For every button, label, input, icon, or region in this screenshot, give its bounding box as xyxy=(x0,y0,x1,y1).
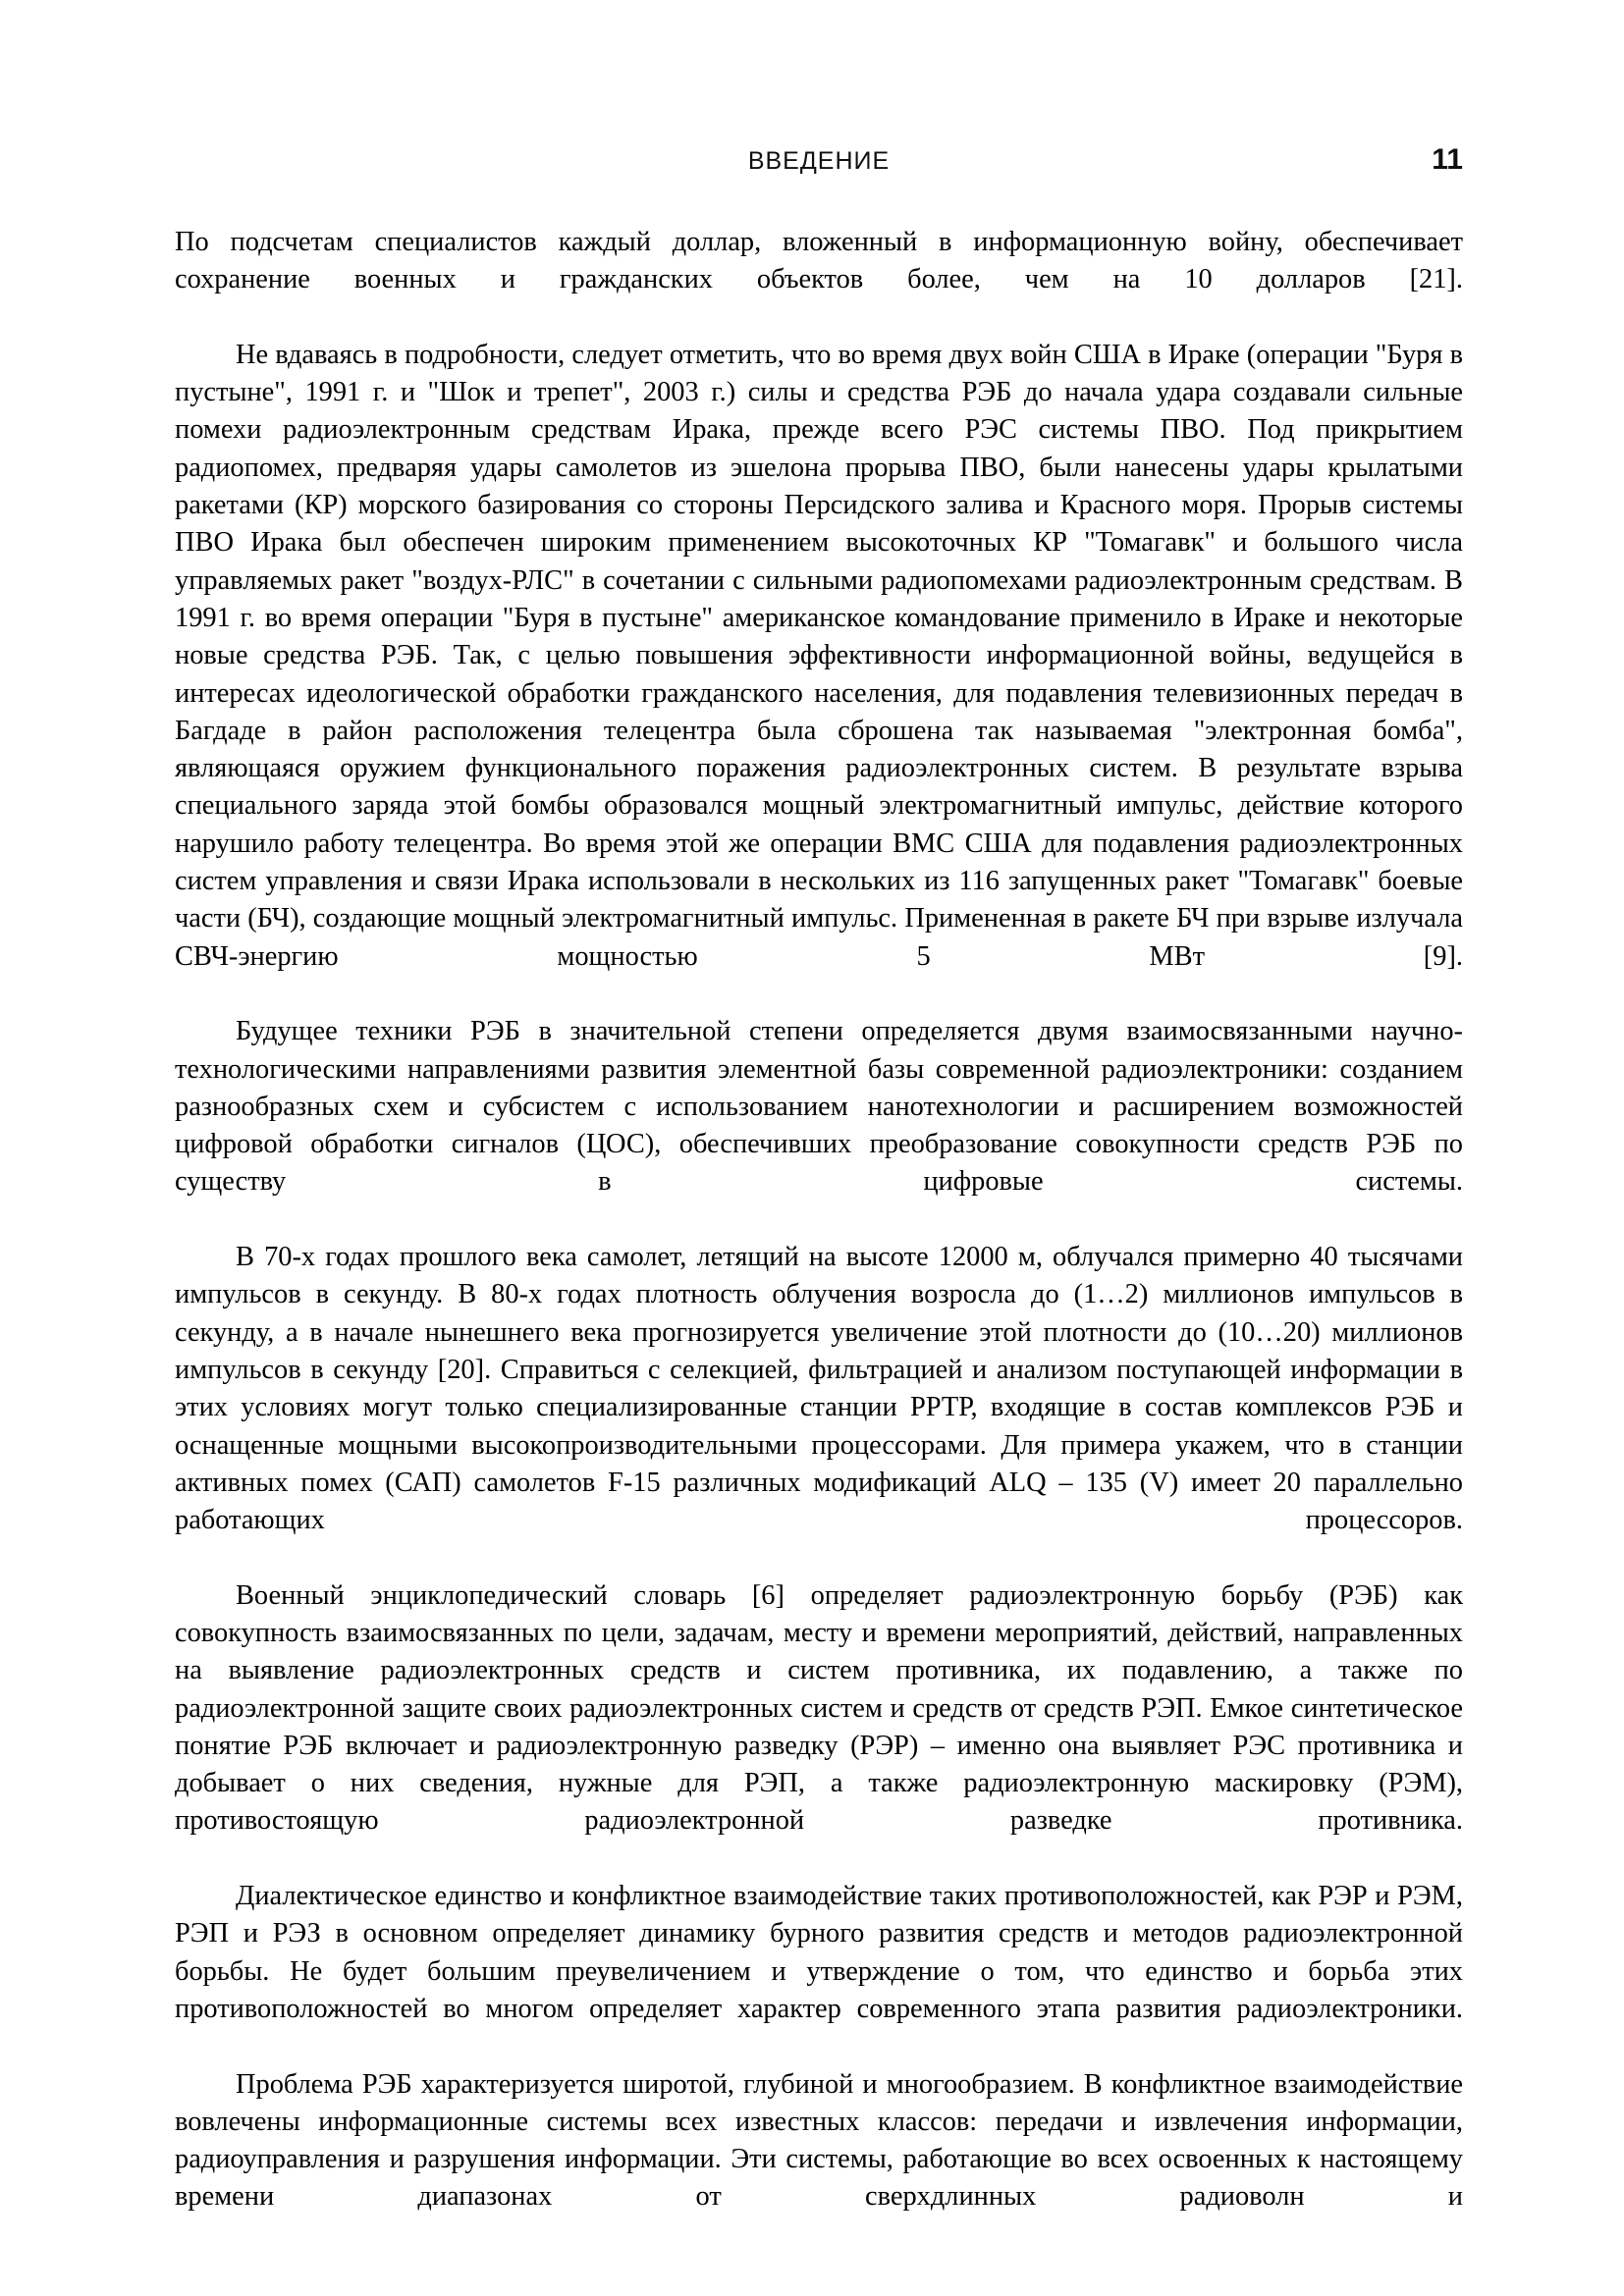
paragraph: В 70-х годах прошлого века самолет, летящий на высоте 12000 м, облучался примерно 40 тысячами импульсов в секунду. В 80-х годах плотность облучения возросла до (1…2) миллионов импульсов в секунду, а в начале нынешнего века прогнозируется увеличение этой плотности до (10…20) миллионов импульсов в секунду [20]. Справиться с селекцией, фильтрацией и анализом поступающей информации в этих условиях могут только специализированные станции РРТР, входящие в состав комплексов РЭБ и оснащенные мощными высокопроизводительными процессорами. Для примера укажем, что в станции активных помех (САП) самолетов F-15 различных модификаций ALQ – 135 (V) имеет 20 параллельно работающих процессоров. xyxy=(175,1242,1463,1536)
paragraph: По подсчетам специалистов каждый доллар, вложенный в информационную войну, обеспечивает сохранение военных и гражданских объектов более, чем на 10 долларов [21]. xyxy=(175,227,1463,295)
paragraph: Проблема РЭБ характеризуется широтой, глубиной и многообразием. В конфликтное взаимодействие вовлечены информационные системы всех известных классов: передачи и извлечения информации, радиоуправления и разрушения информации. Эти системы, работающие во всех освоенных к настоящему времени диапазонах от сверхдлинных радиоволн и xyxy=(175,2068,1463,2213)
paragraph: Диалектическое единство и конфликтное взаимодействие таких противоположностей, как РЭР и РЭМ, РЭП и РЭЗ в основном определяет динамику бурного развития средств и методов радиоэлектронной борьбы. Не будет большим преувеличением и утверждение о том, что единство и борьба этих противоположностей во многом определяет характер современного этапа развития радиоэлектроники. xyxy=(175,1881,1463,2024)
body-text-block xyxy=(175,224,1463,2254)
page-number: 11 xyxy=(1432,143,1463,176)
paragraph: Будущее техники РЭБ в значительной степени определяется двумя взаимосвязанными научно-технологическими направлениями развития элементной базы современной радиоэлектроники: созданием разнообразных схем и субсистем с использованием нанотехнологии и расширением возможностей цифровой обработки сигналов (ЦОС), обеспечивших преобразование совокупности средств РЭБ по существу в цифровые системы. xyxy=(175,1016,1463,1198)
running-header xyxy=(175,143,1463,190)
running-header-title: ВВЕДЕНИЕ xyxy=(747,147,891,175)
paragraph: Не вдаваясь в подробности, следует отметить, что во время двух войн США в Ираке (операции "Буря в пустыне", 1991 г. и "Шок и трепет", 2003 г.) силы и средства РЭБ до начала удара создавали сильные помехи радиоэлектронным средствам Ирака, прежде всего РЭС системы ПВО. Под прикрытием радиопомех, предваряя удары самолетов из эшелона прорыва ПВО, были нанесены удары крылатыми ракетами (КР) морского базирования со стороны Персидского залива и Красного моря. Прорыв системы ПВО Ирака был обеспечен широким применением высокоточных КР "Томагавк" и большого числа управляемых ракет "воздух-РЛС" в сочетании с сильными радиопомехами радиоэлектронным средствам. В 1991 г. во время операции "Буря в пустыне" американское командование применило в Ираке и некоторые новые средства РЭБ. Так, с целью повышения эффективности информационной войны, ведущейся в интересах идеологической обработки гражданского населения, для подавления телевизионных передач в Багдаде в район расположения телецентра была сброшена так называемая "электронная бомба", являющаяся оружием функционального поражения радиоэлектронных систем. В результате взрыва специального заряда этой бомбы образовался мощный электромагнитный импульс, действие которого нарушило работу телецентра. Во время этой же операции ВМС США для подавления радиоэлектронных систем управления и связи Ирака использовали в нескольких из 116 запущенных ракет "Томагавк" боевые части (БЧ), создающие мощный электромагнитный импульс. Примененная в ракете БЧ при взрыве излучала СВЧ-энергию мощностью 5 МВт [9]. xyxy=(175,339,1463,972)
paragraph: Военный энциклопедический словарь [6] определяет радиоэлектронную борьбу (РЭБ) как совокупность взаимосвязанных по цели, задачам, месту и времени мероприятий, действий, направленных на выявление радиоэлектронных средств и систем противника, их подавлению, а также по радиоэлектронной защите своих радиоэлектронных систем и средств от средств РЭП. Емкое синтетическое понятие РЭБ включает и радиоэлектронную разведку (РЭР) – именно она выявляет РЭС противника и добывает о них сведения, нужные для РЭП, а также радиоэлектронную маскировку (РЭМ), противостоящую радиоэлектронной разведке противника. xyxy=(175,1579,1463,1837)
